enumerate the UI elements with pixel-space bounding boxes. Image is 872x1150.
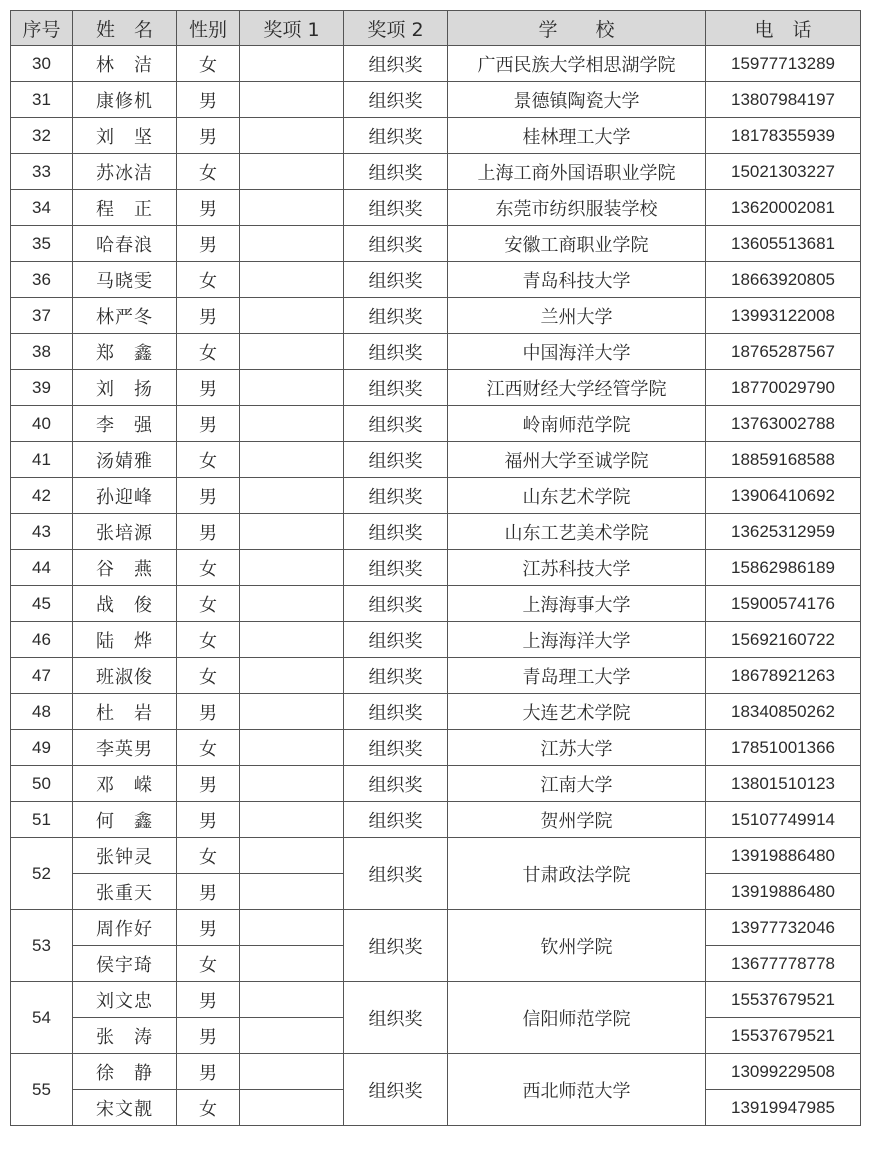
cell-gender: 女 [177, 658, 240, 694]
cell-name: 康修机 [73, 82, 177, 118]
cell-award2: 组织奖 [344, 622, 448, 658]
cell-name: 张 涛 [73, 1018, 177, 1054]
cell-no: 41 [11, 442, 73, 478]
cell-name: 张钟灵 [73, 838, 177, 874]
cell-award1 [240, 586, 344, 622]
cell-no: 38 [11, 334, 73, 370]
cell-phone: 15862986189 [706, 550, 861, 586]
cell-gender: 女 [177, 730, 240, 766]
cell-phone: 13763002788 [706, 406, 861, 442]
table-row [11, 442, 861, 478]
cell-award2: 组织奖 [344, 262, 448, 298]
cell-name: 战 俊 [73, 586, 177, 622]
cell-phone: 15977713289 [706, 46, 861, 82]
cell-gender: 女 [177, 442, 240, 478]
table-row [11, 478, 861, 514]
table-row [11, 406, 861, 442]
header-award1: 奖项 1 [240, 11, 344, 46]
cell-no: 43 [11, 514, 73, 550]
cell-school: 青岛科技大学 [448, 262, 706, 298]
cell-name: 李英男 [73, 730, 177, 766]
cell-gender: 男 [177, 766, 240, 802]
table-row [11, 802, 861, 838]
cell-phone: 18663920805 [706, 262, 861, 298]
cell-school: 江西财经大学经管学院 [448, 370, 706, 406]
cell-award2: 组织奖 [344, 118, 448, 154]
cell-no: 50 [11, 766, 73, 802]
cell-school: 信阳师范学院 [448, 982, 706, 1054]
cell-phone: 13977732046 [706, 910, 861, 946]
cell-phone: 13099229508 [706, 1054, 861, 1090]
cell-school: 上海工商外国语职业学院 [448, 154, 706, 190]
table-row [11, 586, 861, 622]
table-row [11, 694, 861, 730]
table-row [11, 298, 861, 334]
cell-name: 刘文忠 [73, 982, 177, 1018]
cell-gender: 男 [177, 82, 240, 118]
cell-phone: 15107749914 [706, 802, 861, 838]
cell-name: 杜 岩 [73, 694, 177, 730]
cell-school: 景德镇陶瓷大学 [448, 82, 706, 118]
cell-award2: 组织奖 [344, 838, 448, 910]
cell-award2: 组织奖 [344, 334, 448, 370]
cell-no: 36 [11, 262, 73, 298]
header-award2: 奖项 2 [344, 11, 448, 46]
cell-name: 马晓雯 [73, 262, 177, 298]
cell-phone: 18859168588 [706, 442, 861, 478]
cell-award1 [240, 442, 344, 478]
cell-phone: 15537679521 [706, 1018, 861, 1054]
cell-award2: 组织奖 [344, 550, 448, 586]
cell-school: 上海海事大学 [448, 586, 706, 622]
cell-award2: 组织奖 [344, 46, 448, 82]
cell-award2: 组织奖 [344, 802, 448, 838]
cell-no: 33 [11, 154, 73, 190]
cell-school: 安徽工商职业学院 [448, 226, 706, 262]
table-row [11, 262, 861, 298]
cell-award1 [240, 622, 344, 658]
cell-no: 34 [11, 190, 73, 226]
table-row [11, 910, 861, 946]
cell-name: 徐 静 [73, 1054, 177, 1090]
cell-award2: 组织奖 [344, 766, 448, 802]
cell-no: 49 [11, 730, 73, 766]
table-row [11, 154, 861, 190]
cell-award2: 组织奖 [344, 694, 448, 730]
cell-no: 30 [11, 46, 73, 82]
cell-no: 46 [11, 622, 73, 658]
cell-gender: 女 [177, 550, 240, 586]
cell-name: 张培源 [73, 514, 177, 550]
table-row [11, 730, 861, 766]
cell-name: 班淑俊 [73, 658, 177, 694]
cell-gender: 男 [177, 118, 240, 154]
cell-award2: 组织奖 [344, 406, 448, 442]
table-row [11, 1054, 861, 1090]
cell-award2: 组织奖 [344, 226, 448, 262]
cell-award2: 组织奖 [344, 658, 448, 694]
cell-gender: 男 [177, 910, 240, 946]
cell-gender: 女 [177, 586, 240, 622]
table-row [11, 82, 861, 118]
cell-award2: 组织奖 [344, 82, 448, 118]
cell-phone: 18340850262 [706, 694, 861, 730]
cell-award1 [240, 658, 344, 694]
cell-gender: 男 [177, 514, 240, 550]
cell-no: 44 [11, 550, 73, 586]
cell-phone: 13919947985 [706, 1090, 861, 1126]
cell-school: 江苏大学 [448, 730, 706, 766]
cell-name: 林严冬 [73, 298, 177, 334]
table-row [11, 190, 861, 226]
cell-gender: 女 [177, 46, 240, 82]
cell-phone: 18765287567 [706, 334, 861, 370]
cell-award1 [240, 730, 344, 766]
cell-name: 何 鑫 [73, 802, 177, 838]
cell-award1 [240, 262, 344, 298]
cell-gender: 女 [177, 622, 240, 658]
table-row [11, 514, 861, 550]
cell-school: 贺州学院 [448, 802, 706, 838]
cell-award1 [240, 82, 344, 118]
cell-gender: 男 [177, 190, 240, 226]
table-row [11, 766, 861, 802]
cell-school: 钦州学院 [448, 910, 706, 982]
cell-gender: 男 [177, 370, 240, 406]
header-name: 姓 名 [73, 11, 177, 46]
cell-award1 [240, 1090, 344, 1126]
cell-gender: 男 [177, 802, 240, 838]
cell-award2: 组织奖 [344, 910, 448, 982]
cell-school: 福州大学至诚学院 [448, 442, 706, 478]
cell-phone: 13919886480 [706, 874, 861, 910]
table-row [11, 838, 861, 874]
cell-no: 47 [11, 658, 73, 694]
cell-school: 江南大学 [448, 766, 706, 802]
table-row [11, 550, 861, 586]
cell-award1 [240, 946, 344, 982]
cell-award2: 组织奖 [344, 1054, 448, 1126]
cell-name: 周作好 [73, 910, 177, 946]
cell-name: 宋文靓 [73, 1090, 177, 1126]
cell-name: 谷 燕 [73, 550, 177, 586]
cell-name: 林 洁 [73, 46, 177, 82]
cell-no: 48 [11, 694, 73, 730]
cell-name: 刘 扬 [73, 370, 177, 406]
cell-school: 山东艺术学院 [448, 478, 706, 514]
cell-award1 [240, 1018, 344, 1054]
cell-award2: 组织奖 [344, 190, 448, 226]
cell-school: 江苏科技大学 [448, 550, 706, 586]
cell-no: 52 [11, 838, 73, 910]
cell-gender: 男 [177, 1054, 240, 1090]
cell-school: 甘肃政法学院 [448, 838, 706, 910]
cell-gender: 男 [177, 406, 240, 442]
cell-no: 40 [11, 406, 73, 442]
cell-award1 [240, 694, 344, 730]
cell-gender: 男 [177, 478, 240, 514]
cell-phone: 13801510123 [706, 766, 861, 802]
cell-school: 广西民族大学相思湖学院 [448, 46, 706, 82]
cell-school: 兰州大学 [448, 298, 706, 334]
cell-award2: 组织奖 [344, 370, 448, 406]
cell-award1 [240, 766, 344, 802]
cell-gender: 女 [177, 154, 240, 190]
cell-no: 31 [11, 82, 73, 118]
cell-name: 郑 鑫 [73, 334, 177, 370]
cell-school: 上海海洋大学 [448, 622, 706, 658]
cell-school: 桂林理工大学 [448, 118, 706, 154]
cell-award1 [240, 550, 344, 586]
cell-award1 [240, 1054, 344, 1090]
cell-phone: 18678921263 [706, 658, 861, 694]
cell-gender: 男 [177, 694, 240, 730]
cell-award1 [240, 910, 344, 946]
header-no: 序号 [11, 11, 73, 46]
cell-name: 汤婧雅 [73, 442, 177, 478]
cell-name: 孙迎峰 [73, 478, 177, 514]
cell-gender: 女 [177, 262, 240, 298]
cell-award2: 组织奖 [344, 478, 448, 514]
cell-phone: 15537679521 [706, 982, 861, 1018]
cell-name: 程 正 [73, 190, 177, 226]
cell-award1 [240, 478, 344, 514]
table-row [11, 982, 861, 1018]
cell-gender: 男 [177, 982, 240, 1018]
cell-school: 山东工艺美术学院 [448, 514, 706, 550]
cell-gender: 男 [177, 1018, 240, 1054]
cell-award1 [240, 298, 344, 334]
cell-award1 [240, 154, 344, 190]
cell-award2: 组织奖 [344, 586, 448, 622]
header-phone: 电 话 [706, 11, 861, 46]
cell-no: 53 [11, 910, 73, 982]
cell-phone: 18770029790 [706, 370, 861, 406]
cell-award1 [240, 838, 344, 874]
cell-gender: 男 [177, 226, 240, 262]
cell-award1 [240, 802, 344, 838]
cell-phone: 13605513681 [706, 226, 861, 262]
cell-name: 哈春浪 [73, 226, 177, 262]
cell-phone: 13677778778 [706, 946, 861, 982]
award-table [10, 10, 861, 1126]
cell-award2: 组织奖 [344, 442, 448, 478]
cell-phone: 13625312959 [706, 514, 861, 550]
cell-award1 [240, 874, 344, 910]
cell-phone: 13807984197 [706, 82, 861, 118]
cell-award1 [240, 514, 344, 550]
cell-phone: 13620002081 [706, 190, 861, 226]
cell-gender: 女 [177, 946, 240, 982]
cell-name: 侯宇琦 [73, 946, 177, 982]
cell-award1 [240, 190, 344, 226]
cell-phone: 18178355939 [706, 118, 861, 154]
table-row [11, 118, 861, 154]
cell-award1 [240, 982, 344, 1018]
cell-school: 东莞市纺织服装学校 [448, 190, 706, 226]
header-row [11, 11, 861, 46]
cell-gender: 女 [177, 1090, 240, 1126]
cell-award1 [240, 406, 344, 442]
cell-award2: 组织奖 [344, 154, 448, 190]
cell-award2: 组织奖 [344, 730, 448, 766]
cell-school: 大连艺术学院 [448, 694, 706, 730]
cell-phone: 15900574176 [706, 586, 861, 622]
cell-name: 邓 嵘 [73, 766, 177, 802]
cell-no: 37 [11, 298, 73, 334]
cell-gender: 男 [177, 298, 240, 334]
cell-award1 [240, 334, 344, 370]
cell-school: 岭南师范学院 [448, 406, 706, 442]
cell-name: 苏冰洁 [73, 154, 177, 190]
cell-school: 西北师范大学 [448, 1054, 706, 1126]
table-row [11, 46, 861, 82]
cell-award1 [240, 370, 344, 406]
cell-award1 [240, 46, 344, 82]
cell-no: 51 [11, 802, 73, 838]
table-body [11, 46, 861, 1126]
cell-school: 中国海洋大学 [448, 334, 706, 370]
cell-gender: 女 [177, 838, 240, 874]
table-row [11, 658, 861, 694]
table-row [11, 334, 861, 370]
cell-name: 李 强 [73, 406, 177, 442]
cell-award2: 组织奖 [344, 982, 448, 1054]
header-school: 学 校 [448, 11, 706, 46]
cell-phone: 15021303227 [706, 154, 861, 190]
cell-no: 32 [11, 118, 73, 154]
cell-award1 [240, 226, 344, 262]
cell-no: 45 [11, 586, 73, 622]
table-row [11, 226, 861, 262]
cell-phone: 13993122008 [706, 298, 861, 334]
cell-award2: 组织奖 [344, 298, 448, 334]
cell-phone: 13906410692 [706, 478, 861, 514]
cell-award1 [240, 118, 344, 154]
cell-school: 青岛理工大学 [448, 658, 706, 694]
cell-name: 陆 烨 [73, 622, 177, 658]
cell-gender: 男 [177, 874, 240, 910]
cell-phone: 15692160722 [706, 622, 861, 658]
table-row [11, 370, 861, 406]
cell-no: 42 [11, 478, 73, 514]
header-gender: 性别 [177, 11, 240, 46]
cell-phone: 17851001366 [706, 730, 861, 766]
cell-no: 39 [11, 370, 73, 406]
cell-name: 张重天 [73, 874, 177, 910]
cell-no: 54 [11, 982, 73, 1054]
cell-award2: 组织奖 [344, 514, 448, 550]
cell-no: 55 [11, 1054, 73, 1126]
cell-phone: 13919886480 [706, 838, 861, 874]
table-row [11, 622, 861, 658]
cell-gender: 女 [177, 334, 240, 370]
cell-no: 35 [11, 226, 73, 262]
cell-name: 刘 坚 [73, 118, 177, 154]
